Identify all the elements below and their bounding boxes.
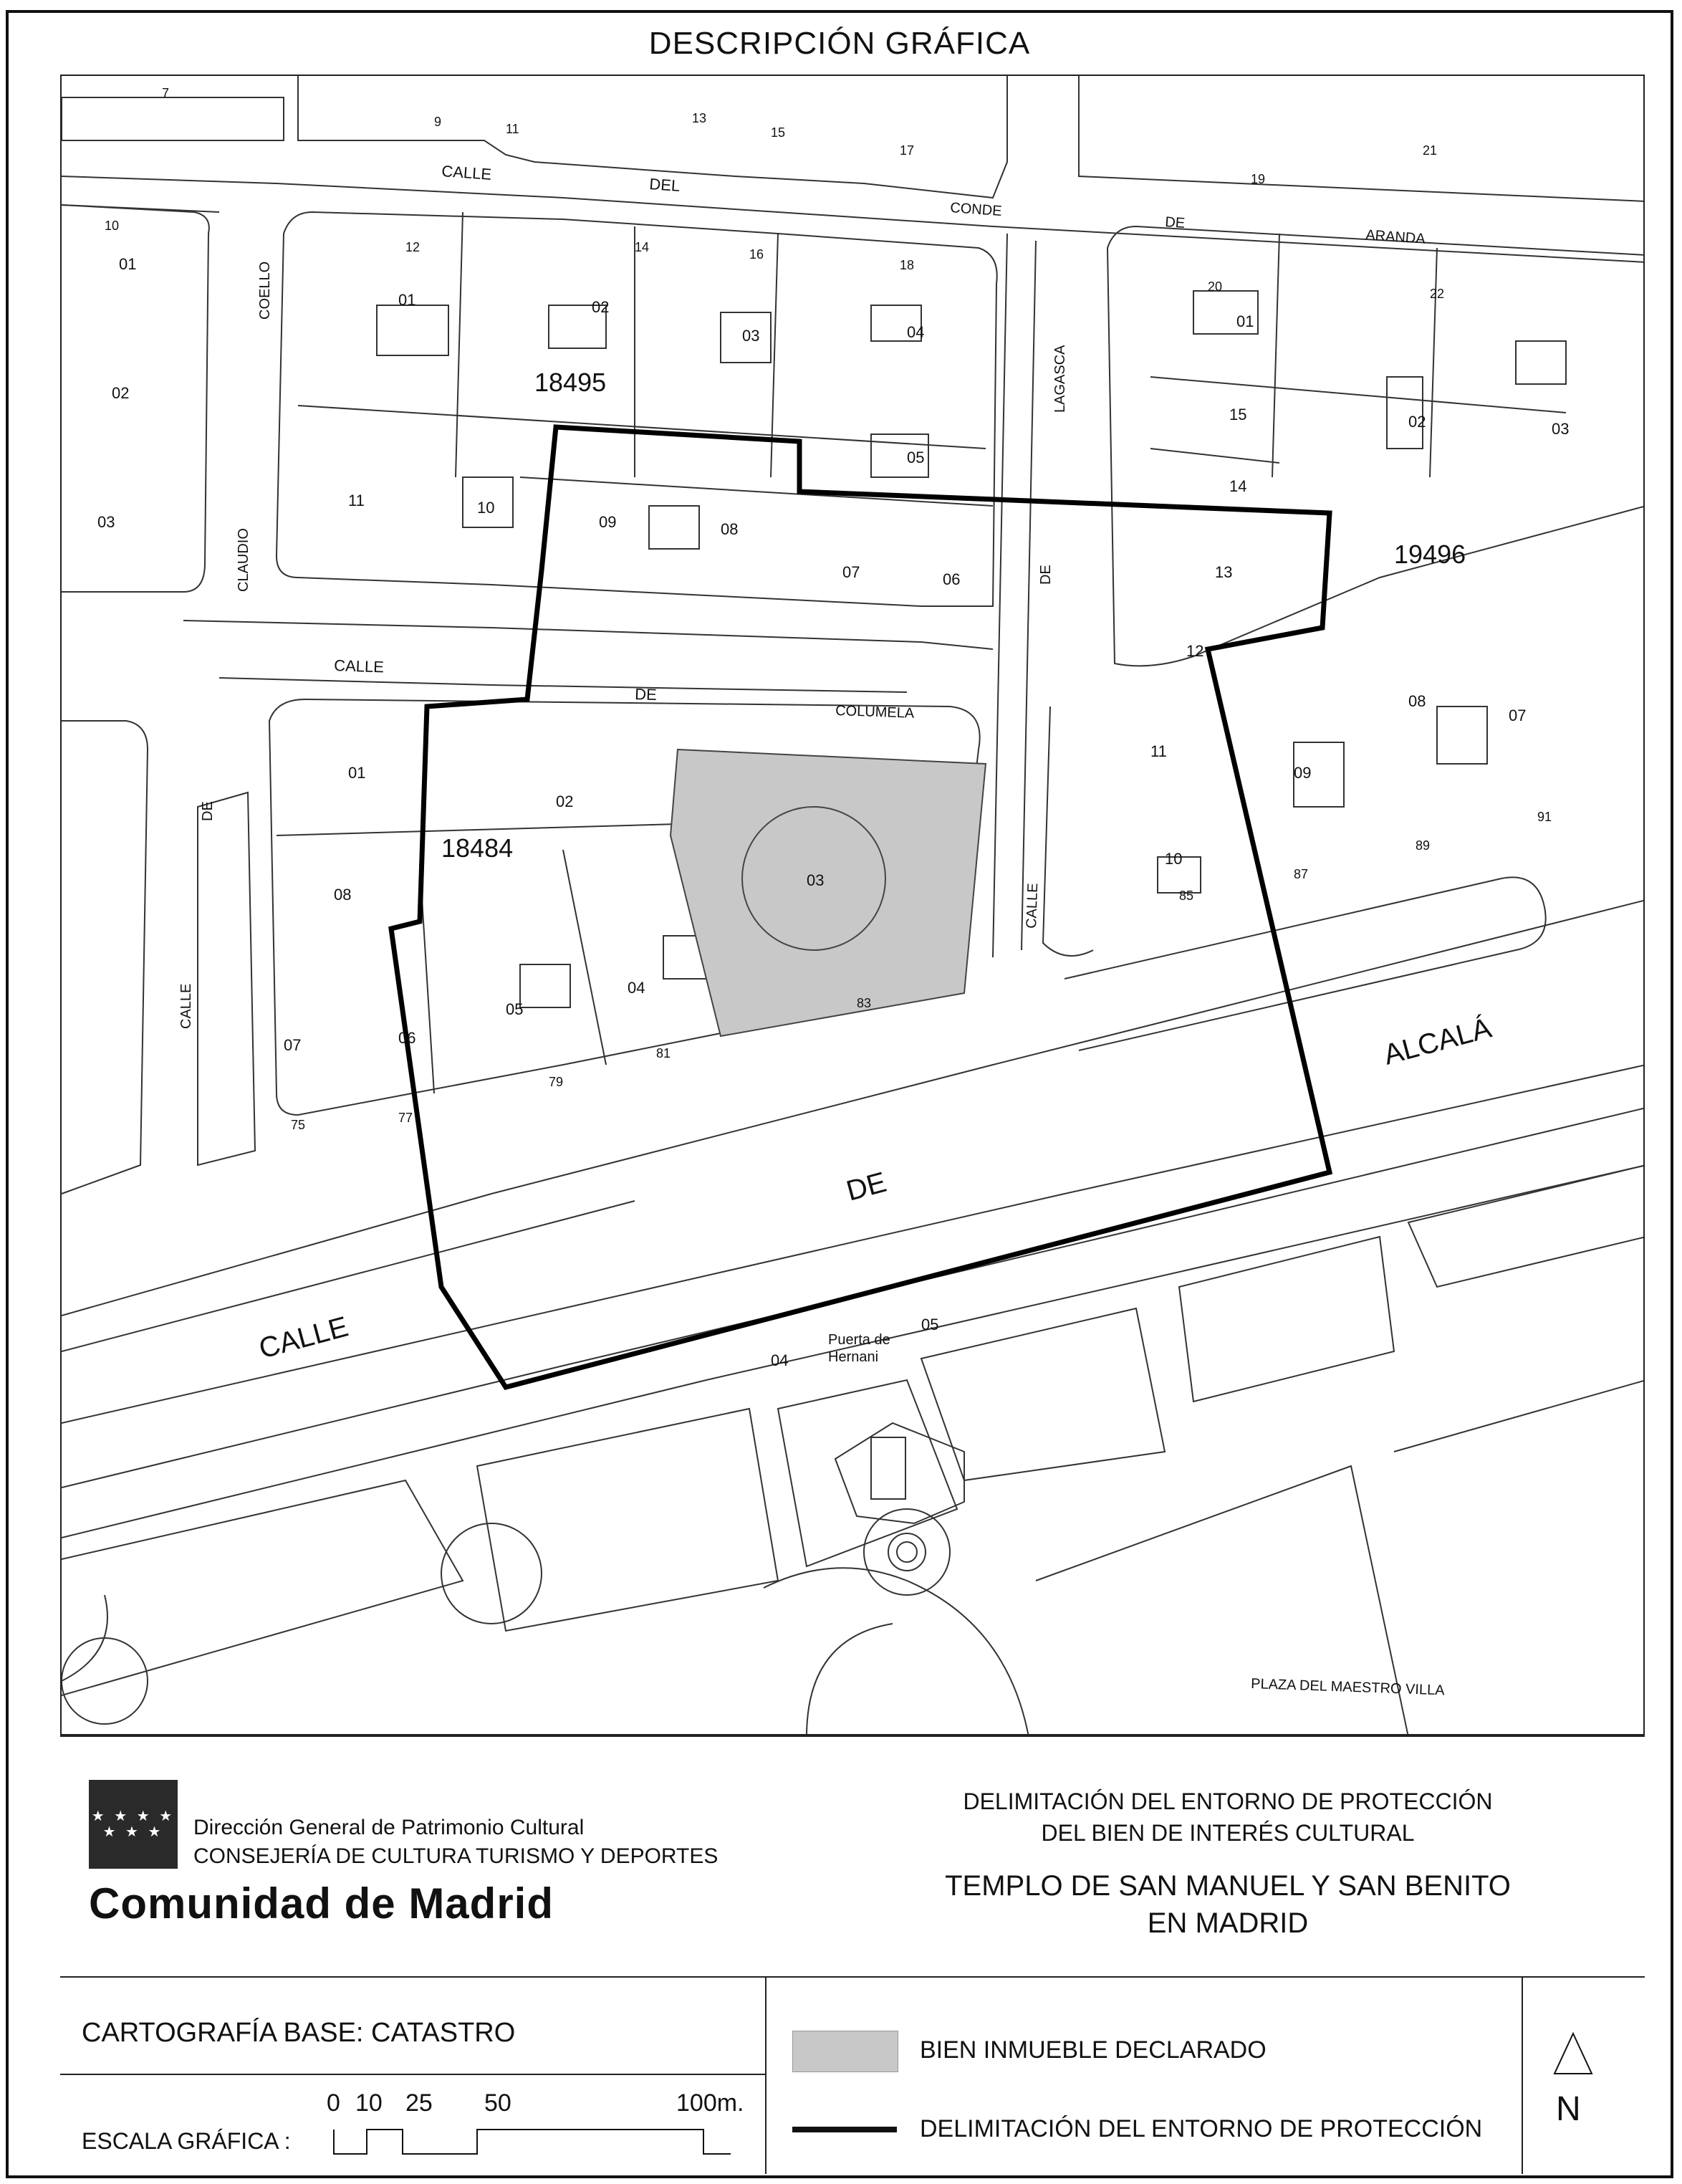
parcel-number: 14 <box>1229 477 1247 495</box>
parcel-number: 11 <box>348 492 365 509</box>
block-number: 19496 <box>1394 540 1466 569</box>
house-number: 11 <box>506 122 519 136</box>
parcel-number: 07 <box>284 1036 302 1054</box>
parcel-number: 05 <box>921 1316 939 1333</box>
parcel-number: 09 <box>599 513 617 531</box>
parcel-number: 08 <box>1408 692 1426 710</box>
street-label: Hernani <box>828 1349 879 1365</box>
title-block <box>60 1735 1645 2174</box>
legend-bic-swatch <box>792 2031 898 2072</box>
house-number: 7 <box>162 86 170 100</box>
street-label: CALLE <box>1024 883 1042 929</box>
map-drawing <box>62 76 1645 1735</box>
templo-title-2: EN MADRID <box>1147 1907 1309 1939</box>
street-label: DE <box>200 801 216 821</box>
parcel-number: 06 <box>398 1029 416 1047</box>
house-number: 17 <box>900 143 915 158</box>
parcel-number: 02 <box>592 298 610 316</box>
street-label: CALLE <box>441 162 492 183</box>
parcel-number: 10 <box>1165 850 1183 868</box>
street-label: LAGASCA <box>1052 345 1068 413</box>
escala-label: ESCALA GRÁFICA : <box>82 2128 291 2154</box>
comunidad-madrid-logo <box>89 1780 178 1869</box>
parcel-number: 07 <box>1509 707 1527 724</box>
north-arrow-icon <box>1552 2031 1595 2077</box>
block-number: 18495 <box>534 368 607 397</box>
house-number: 20 <box>1208 279 1223 294</box>
parcel-number: 04 <box>771 1351 789 1369</box>
parcel-number: 08 <box>721 520 739 538</box>
scale-tick: 50 <box>484 2089 511 2117</box>
street-label: CALLE <box>333 656 385 676</box>
street-label: DE <box>1038 565 1054 585</box>
house-number: 83 <box>857 996 872 1010</box>
street-label: DEL <box>648 175 681 195</box>
cadastral-map <box>60 75 1645 1735</box>
house-number: 77 <box>398 1111 413 1125</box>
consejeria: CONSEJERÍA DE CULTURA TURISMO Y DEPORTES <box>193 1844 719 1868</box>
scale-tick: 100m. <box>676 2089 744 2117</box>
street-label: CLAUDIO <box>236 528 251 592</box>
house-number: 75 <box>291 1118 306 1132</box>
delimitacion-title-2: DEL BIEN DE INTERÉS CULTURAL <box>1041 1820 1415 1846</box>
delimitacion-title-1: DELIMITACIÓN DEL ENTORNO DE PROTECCIÓN <box>963 1788 1493 1814</box>
house-number: 21 <box>1423 143 1438 158</box>
street-label: DE <box>634 685 658 704</box>
parcel-number: 04 <box>628 979 645 997</box>
parcel-number: 03 <box>742 327 760 345</box>
parcel-number: 02 <box>112 384 130 402</box>
street-label: Puerta de <box>828 1332 890 1348</box>
house-number: 19 <box>1251 172 1266 186</box>
street-label: CONDE <box>949 200 1003 220</box>
declared-monument <box>671 749 986 1036</box>
house-number: 22 <box>1430 287 1445 301</box>
parcel-number: 01 <box>348 764 366 782</box>
parcel-number: 01 <box>398 291 416 309</box>
parcel-number: 01 <box>119 255 137 273</box>
parcel-number: 12 <box>1186 642 1204 660</box>
cartografia-base: CARTOGRAFÍA BASE: CATASTRO <box>82 2018 516 2048</box>
parcel-number: 02 <box>556 792 574 810</box>
parcel-number: 08 <box>334 886 352 904</box>
house-number: 12 <box>405 240 420 254</box>
parcel-number: 02 <box>1408 413 1426 431</box>
house-number: 81 <box>656 1046 671 1060</box>
parcel-number: 05 <box>907 449 925 466</box>
house-number: 91 <box>1537 810 1552 824</box>
parcel-number: 01 <box>1236 312 1254 330</box>
scale-bar <box>332 2122 734 2158</box>
legend-boundary-label: DELIMITACIÓN DEL ENTORNO DE PROTECCIÓN <box>920 2115 1483 2142</box>
parcel-number: 04 <box>907 323 925 341</box>
legend-boundary-line <box>792 2127 897 2132</box>
block-number: 18484 <box>441 833 514 863</box>
parcel-number: 13 <box>1215 563 1233 581</box>
parcel-number: 10 <box>477 499 495 517</box>
page-title: DESCRIPCIÓN GRÁFICA <box>648 26 1031 61</box>
house-number: 79 <box>549 1075 564 1089</box>
comunidad-name: Comunidad de Madrid <box>89 1879 554 1927</box>
logo-stars: ★ ★ ★ ★ ★ ★ ★ <box>91 1809 176 1840</box>
street-label: COLUMELA <box>835 703 915 722</box>
parcel-number: 15 <box>1229 406 1247 423</box>
scale-tick: 0 <box>327 2089 340 2117</box>
house-number: 16 <box>749 247 764 262</box>
house-number: 14 <box>635 240 650 254</box>
templo-title-1: TEMPLO DE SAN MANUEL Y SAN BENITO <box>945 1870 1511 1902</box>
house-number: 13 <box>692 111 707 125</box>
street-label: CALLE <box>255 1311 352 1365</box>
house-number: 18 <box>900 258 915 272</box>
north-label: N <box>1556 2090 1581 2128</box>
street-label: PLAZA DEL MAESTRO VILLA <box>1250 1676 1445 1699</box>
parcel-number: 06 <box>943 570 961 588</box>
parcel-number: 05 <box>506 1000 524 1018</box>
street-label: CALLE <box>178 983 194 1029</box>
parcel-number: 03 <box>97 513 115 531</box>
street-label: ALCALÁ <box>1380 1012 1495 1071</box>
street-label: ARANDA <box>1365 227 1426 247</box>
legend-bic-label: BIEN INMUEBLE DECLARADO <box>920 2036 1267 2064</box>
house-number: 10 <box>105 219 120 233</box>
parcel-number: 03 <box>1552 420 1570 438</box>
parcel-number: 07 <box>842 563 860 581</box>
direccion-general: Dirección General de Patrimonio Cultural <box>193 1816 585 1839</box>
street-label: DE <box>842 1166 890 1207</box>
house-number: 89 <box>1416 838 1431 853</box>
house-number: 9 <box>434 115 442 129</box>
street-label: COELLO <box>257 261 273 320</box>
house-number: 85 <box>1179 889 1194 903</box>
scale-tick: 10 <box>355 2089 383 2117</box>
parcel-number: 03 <box>807 871 825 889</box>
parcel-number: 11 <box>1150 742 1167 760</box>
street-label: DE <box>1164 214 1186 231</box>
map-sheet <box>6 10 1673 2178</box>
house-number: 15 <box>771 125 786 140</box>
house-number: 87 <box>1294 867 1309 881</box>
scale-tick: 25 <box>405 2089 433 2117</box>
parcel-number: 09 <box>1294 764 1312 782</box>
